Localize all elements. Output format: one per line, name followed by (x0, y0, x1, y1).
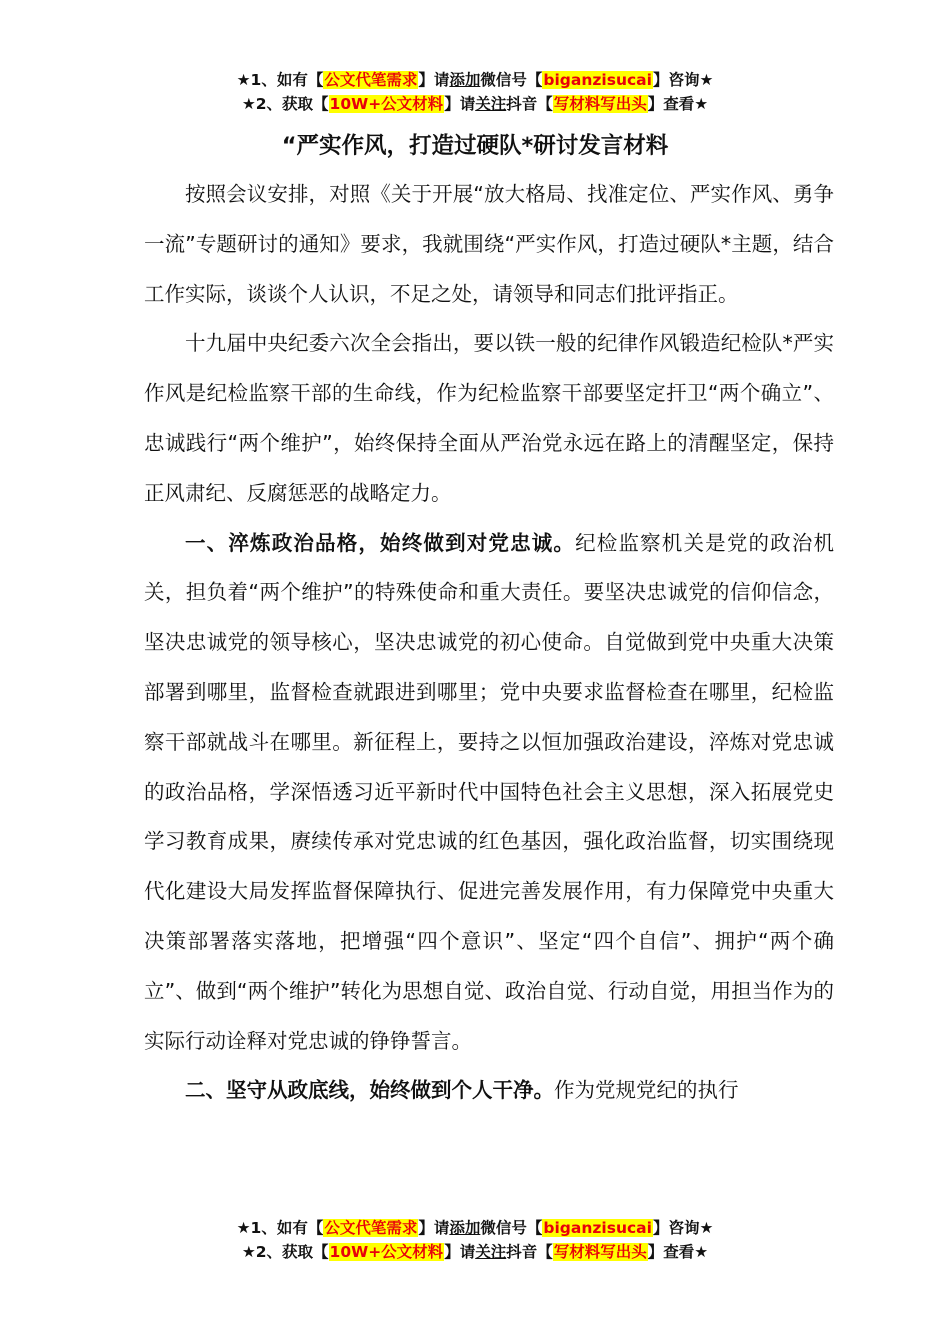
section-2-text: 作为党规党纪的执行 (554, 1078, 739, 1103)
section-1-text: 纪检监察机关是党的政治机关，担负着“两个维护”的特殊使命和重大责任。要坚决忠诚党的信仰信念，坚决忠诚党的领导核心，坚决忠诚党的初心使命。自觉做到党中央重大决策部署到哪里，监督检查就跟进到哪里；党中央要求监督检查在哪里，纪检监察干部就战斗在哪里。新征程上，要持之以恒加强政治建设，淬炼对党忠诚的政治品格，学深悟透习近平新时代中国特色社会主义思想，深入拓展党史学习教育成果，赓续传承对党忠诚的红色基因，强化政治监督，切实围绕现代化建设大局发挥监督保障执行、促进完善发展作用，有力保障党中央重大决策部署落实落地，把增强“四个意识”、坚定“四个自信”、拥护“两个确立”、做到“两个维护”转化为思想自觉、政治自觉、行动自觉，用担当作为的实际行动诠释对党忠诚的铮铮誓言。 (144, 530, 835, 1053)
promo-line-1: ★1、如有【公文代笔需求】请添加微信号【biganzisucai】咨询★ (236, 71, 714, 89)
highlight-materials: 10W+公文材料 (329, 1243, 444, 1261)
highlight-materials: 10W+公文材料 (329, 95, 444, 113)
section-1-heading: 一、淬炼政治品格，始终做到对党忠诚。 (185, 530, 576, 555)
promo-banner-top (0, 68, 950, 116)
paragraph-section-2 (144, 1066, 834, 1116)
paragraph-intro: 按照会议安排，对照《关于开展“放大格局、找准定位、严实作风、勇争一流”专题研讨的通知》要求，我就围绕“严实作风，打造过硬队*主题，结合工作实际，谈谈个人认识，不足之处，请领导和同志们批评指正。 (144, 182, 834, 306)
promo-line-2: ★2、获取【10W+公文材料】请关注抖音【写材料写出头】查看★ (241, 1243, 709, 1261)
highlight-douyin-account: 写材料写出头 (553, 1243, 647, 1261)
highlight-service: 公文代笔需求 (324, 71, 418, 89)
paragraph-background: 十九届中央纪委六次全会指出，要以铁一般的纪律作风锻造纪检队*严实作风是纪检监察干部的生命线，作为纪检监察干部要坚定扞卫“两个确立”、忠诚践行“两个维护”，始终保持全面从严治党永远在路上的清醒坚定，保持正风肃纪、反腐惩恶的战略定力。 (144, 331, 834, 505)
document-body (144, 170, 834, 1116)
highlight-wechat-id: biganzisucai (543, 71, 652, 89)
highlight-wechat-id: biganzisucai (543, 1219, 652, 1237)
promo-line-2: ★2、获取【10W+公文材料】请关注抖音【写材料写出头】查看★ (241, 95, 709, 113)
document-title: “严实作风，打造过硬队*研讨发言材料 (281, 133, 669, 159)
highlight-service: 公文代笔需求 (324, 1219, 418, 1237)
promo-line-1: ★1、如有【公文代笔需求】请添加微信号【biganzisucai】咨询★ (236, 1219, 714, 1237)
promo-banner-bottom (0, 1216, 950, 1264)
highlight-douyin-account: 写材料写出头 (553, 95, 647, 113)
paragraph-section-1 (144, 519, 834, 1067)
section-2-heading: 二、坚守从政底线，始终做到个人干净。 (185, 1078, 554, 1103)
